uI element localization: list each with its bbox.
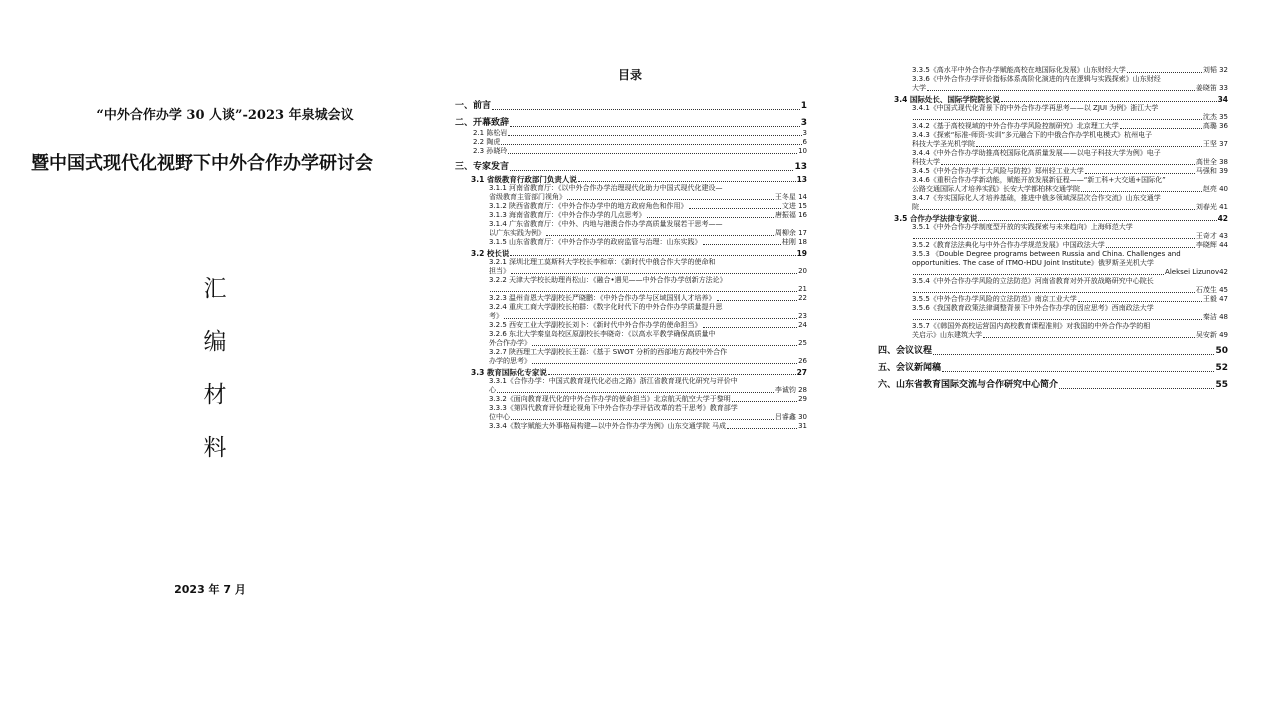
toc-page-number: 26 <box>798 357 807 365</box>
toc-dot-leader <box>1059 388 1214 389</box>
toc-page-number: 沈杰 35 <box>1202 113 1228 121</box>
toc-entry-title: 公路交通国际人才培养实践》长安大学都柏林交通学院 <box>912 185 1080 193</box>
toc-entry-title: 3.3.2《面向教育现代化的中外合作办学的使命担当》北京航天航空大学于黎明 <box>489 395 731 403</box>
toc-entry-title: 3.3.5《高水平中外合作办学赋能高校在地国际化发展》山东财经大学 <box>912 66 1126 74</box>
toc-dot-leader <box>1085 173 1195 174</box>
toc-entry[interactable] <box>878 84 1228 93</box>
toc-entry[interactable] <box>878 295 1228 304</box>
toc-dot-leader <box>497 392 774 393</box>
toc-dot-leader <box>689 208 781 209</box>
toc-entry-title: 位中心 <box>489 413 510 421</box>
toc-page-number: 13 <box>796 175 807 184</box>
toc-entry[interactable] <box>455 249 807 258</box>
toc-page-number: 27 <box>796 368 807 377</box>
toc-entry[interactable] <box>878 66 1228 75</box>
toc-entry[interactable] <box>878 232 1228 241</box>
toc-dot-leader <box>933 354 1214 355</box>
toc-entry-title: 办学的思考》 <box>489 357 531 365</box>
cover-vertical-char: 材 <box>203 382 227 408</box>
toc-dot-leader <box>511 419 774 420</box>
toc-entry[interactable] <box>455 220 807 229</box>
toc-page-number: Aleksei Lizunov42 <box>1165 268 1228 276</box>
toc-page-number: 赵亮 40 <box>1202 185 1228 193</box>
toc-entry-title: 2.2 陶虎 <box>473 138 501 146</box>
toc-entry-title: 3.1 省级教育行政部门负责人说 <box>471 175 577 184</box>
toc-entry[interactable] <box>878 313 1228 322</box>
toc-entry[interactable] <box>455 368 807 377</box>
toc-entry[interactable] <box>878 75 1228 84</box>
toc-entry[interactable] <box>455 422 807 431</box>
toc-entry-title: 三、专家发言 <box>455 162 510 172</box>
toc-entry-title: 3.3.6《中外合作办学评价指标体系高阶化演进的内在逻辑与实践探索》山东财经 <box>912 75 1161 83</box>
toc-entry[interactable] <box>878 268 1228 277</box>
toc-entry[interactable] <box>455 229 807 238</box>
toc-entry[interactable] <box>455 267 807 276</box>
toc-entry-title: 2.3 孙晓玲 <box>473 147 508 155</box>
toc-dot-leader <box>546 235 774 236</box>
toc-entry[interactable] <box>878 345 1228 357</box>
toc-entry-title: 以广东实践为例》 <box>489 229 545 237</box>
toc-dot-leader <box>703 244 781 245</box>
toc-dot-leader <box>510 126 800 127</box>
toc-page-number: 马强和 39 <box>1195 167 1228 175</box>
toc-dot-leader <box>920 209 1195 210</box>
toc-page-number: 吕睿鑫 30 <box>774 413 807 421</box>
toc-entry-title: 考》 <box>489 312 503 320</box>
toc-page-number: 19 <box>796 249 807 258</box>
toc-entry-title: 2.1 陈松岩 <box>473 129 508 137</box>
toc-page-number: 刘春光 41 <box>1195 203 1228 211</box>
toc-entry[interactable] <box>878 158 1228 167</box>
toc-entry-title: 3.2 校长说 <box>471 249 510 258</box>
toc-page-number: 刘韬 32 <box>1202 66 1228 74</box>
toc-entry-title: 3.1.3 海南省教育厅：《中外合作办学的几点思考》 <box>489 211 646 219</box>
toc-dot-leader <box>732 401 797 402</box>
toc-entry-title: 3.1.1 河南省教育厅：《以中外合作办学治理现代化助力中国式现代化建设— <box>489 184 723 192</box>
toc-page-number: 3 <box>800 118 807 128</box>
toc-page-number: 21 <box>798 285 807 293</box>
toc-page-number: 24 <box>798 321 807 329</box>
toc-entry[interactable] <box>455 258 807 267</box>
toc-dot-leader <box>1001 101 1217 102</box>
toc-page-number: 桂刚 18 <box>781 238 807 246</box>
toc-entry-title: 五、会议新闻稿 <box>878 363 942 373</box>
toc-entry-title: 一、前言 <box>455 101 492 111</box>
toc-dot-leader <box>490 291 797 292</box>
toc-entry-title: 3.4.5《中外合作办学十大风险与防控》郑州轻工业大学 <box>912 167 1084 175</box>
toc-page-number: 20 <box>798 267 807 275</box>
toc-page-number: 石茂生 45 <box>1195 286 1228 294</box>
toc-entry-title: 二、开幕致辞 <box>455 118 510 128</box>
toc-entry-title: 四、会议议程 <box>878 346 933 356</box>
toc-entry-title: 3.5.7《《韩国外高校运营国内高校教育课程准则》对我国的中外合作办学的相 <box>912 322 1151 330</box>
toc-entry-title: 3.5 合作办学法律专家说 <box>894 214 978 223</box>
toc-page-number: 高璐 36 <box>1202 122 1228 130</box>
toc-page-number: 13 <box>794 162 807 172</box>
toc-entry[interactable] <box>455 211 807 220</box>
toc-dot-leader <box>1127 72 1202 73</box>
toc-entry-title: 3.4.4《中外合作办学助推高校国际化高质量发展——以电子科技大学为例》电子 <box>912 149 1161 157</box>
toc-dot-leader <box>976 146 1202 147</box>
toc-entry-title: 3.4.1《中国式现代化背景下的中外合作办学再思考——以 ZJUI 为例》浙江大学 <box>912 104 1159 112</box>
toc-dot-leader <box>508 153 797 154</box>
toc-entry[interactable] <box>455 100 807 112</box>
toc-entry-title: 3.1.2 陕西省教育厅：《中外合作办学中的地方政府角色和作用》 <box>489 202 688 210</box>
toc-dot-leader <box>1106 247 1195 248</box>
toc-entry[interactable] <box>455 161 807 173</box>
toc-entry[interactable] <box>455 386 807 395</box>
toc-entry-title: 院 <box>912 203 919 211</box>
toc-dot-leader <box>941 164 1195 165</box>
toc-page-number: 姜晓笛 33 <box>1195 84 1228 92</box>
toc-entry[interactable] <box>878 176 1228 185</box>
toc-title: 目录 <box>617 68 642 82</box>
toc-entry[interactable] <box>455 377 807 386</box>
toc-dot-leader <box>942 371 1214 372</box>
toc-entry-title: 3.2.3 温州肯恩大学副校长严晓鹏：《中外合作办学与区域国别人才培养》 <box>489 294 716 302</box>
toc-entry[interactable] <box>878 241 1228 250</box>
toc-entry[interactable] <box>878 214 1228 223</box>
toc-entry[interactable] <box>878 286 1228 295</box>
toc-entry[interactable] <box>455 303 807 312</box>
toc-entry-title: opportunities. The case of ITMO-HDU Joint Institute》俄罗斯圣光机大学 <box>912 259 1154 267</box>
toc-page-number: 李晓辉 44 <box>1195 241 1228 249</box>
toc-entry[interactable] <box>455 184 807 193</box>
toc-dot-leader <box>1120 128 1202 129</box>
toc-right-column <box>878 66 1228 391</box>
toc-entry[interactable] <box>878 362 1228 374</box>
toc-entry-title: 3.3 教育国际化专家说 <box>471 368 547 377</box>
toc-dot-leader <box>913 274 1164 275</box>
toc-entry[interactable] <box>455 175 807 184</box>
toc-dot-leader <box>492 109 800 110</box>
toc-page-number: 23 <box>798 312 807 320</box>
toc-entry[interactable] <box>878 223 1228 232</box>
toc-dot-leader <box>703 327 798 328</box>
toc-entry-title: 六、山东省教育国际交流与合作研究中心简介 <box>878 380 1059 390</box>
toc-entry[interactable] <box>878 140 1228 149</box>
toc-dot-leader <box>927 90 1195 91</box>
toc-entry-title: 3.1.4 广东省教育厅：《中外、内地与港澳合作办学高质量发展若干思考—— <box>489 220 723 228</box>
toc-entry[interactable] <box>455 276 807 285</box>
toc-entry[interactable] <box>878 259 1228 268</box>
toc-entry-title: 3.2.1 深圳北理工莫斯科大学校长李和章：《新时代中俄合作大学的使命和 <box>489 258 716 266</box>
toc-dot-leader <box>578 181 796 182</box>
toc-dot-leader <box>508 135 801 136</box>
toc-page-number: 50 <box>1215 346 1228 356</box>
toc-entry[interactable] <box>455 117 807 129</box>
toc-entry[interactable] <box>878 322 1228 331</box>
toc-page-number: 秦洁 48 <box>1202 313 1228 321</box>
toc-page-number: 6 <box>802 138 807 146</box>
toc-page-number: 22 <box>798 294 807 302</box>
toc-entry[interactable] <box>455 238 807 247</box>
toc-entry-title: 3.4.2《基于高校视域的中外合作办学风险控制研究》北京理工大学 <box>912 122 1119 130</box>
toc-entry-title: 3.5.3 《Double Degree programs between Russia and China. Challenges and <box>912 250 1181 258</box>
toc-entry-title: 科技大学 <box>912 158 940 166</box>
toc-dot-leader <box>510 255 795 256</box>
toc-page-number: 25 <box>798 339 807 347</box>
toc-entry-title: 3.3.4《数字赋能大外事格局构建—以中外合作办学为例》山东交通学院 马成 <box>489 422 727 430</box>
cover-subtitle: “中外合作办学 30 人谈”-2023 年泉城会议 <box>96 108 354 123</box>
toc-entry[interactable] <box>455 413 807 422</box>
toc-entry[interactable] <box>455 312 807 321</box>
toc-entry[interactable] <box>455 357 807 366</box>
toc-entry-title: 外合作办学》 <box>489 339 531 347</box>
toc-entry-title: 省级教育主管部门视角》 <box>489 193 566 201</box>
toc-entry[interactable] <box>878 95 1228 104</box>
cover-vertical-char: 料 <box>203 435 227 461</box>
toc-dot-leader <box>532 363 797 364</box>
toc-entry[interactable] <box>878 250 1228 259</box>
toc-entry-title: 3.4.3《探索“标准-师资-实训”多元融合下的中俄合作办学机电模式》杭州电子 <box>912 131 1153 139</box>
toc-page-number: 王冬星 14 <box>774 193 807 201</box>
toc-dot-leader <box>978 220 1216 221</box>
toc-page-number: 李诚钧 28 <box>774 386 807 394</box>
toc-entry-title: 3.5.1《中外合作办学制度型开放的实践探索与未来趋向》上海师范大学 <box>912 223 1133 231</box>
toc-dot-leader <box>511 273 797 274</box>
toc-entry[interactable] <box>878 167 1228 176</box>
toc-entry[interactable] <box>455 395 807 404</box>
toc-page-number: 吴安新 49 <box>1195 331 1228 339</box>
toc-page-number: 高世全 38 <box>1195 158 1228 166</box>
toc-page-number: 42 <box>1217 214 1228 223</box>
toc-entry[interactable] <box>878 149 1228 158</box>
toc-entry[interactable] <box>455 339 807 348</box>
toc-dot-leader <box>532 345 797 346</box>
toc-entry[interactable] <box>878 185 1228 194</box>
toc-entry-title: 3.4 国际处长、国际学院院长说 <box>894 95 1000 104</box>
toc-dot-leader <box>567 199 774 200</box>
toc-entry[interactable] <box>878 304 1228 313</box>
toc-page-number: 唐振福 16 <box>774 211 807 219</box>
toc-page-number: 文进 15 <box>781 202 807 210</box>
toc-dot-leader <box>548 374 796 375</box>
toc-entry[interactable] <box>455 294 807 303</box>
toc-dot-leader <box>1078 301 1202 302</box>
toc-dot-leader <box>913 119 1202 120</box>
toc-entry[interactable] <box>878 122 1228 131</box>
toc-entry-title: 3.2.4 重庆工商大学副校长柏群：《数字化时代下的中外合作办学质量提升思 <box>489 303 723 311</box>
toc-page-number: 34 <box>1217 95 1228 104</box>
toc-entry-title: 大学 <box>912 84 926 92</box>
toc-entry-title: 3.4.7《夯实国际化人才培养基础，推进中俄多领域深层次合作交流》山东交通学 <box>912 194 1161 202</box>
toc-entry[interactable] <box>455 330 807 339</box>
toc-page-number: 52 <box>1215 363 1228 373</box>
cover-page <box>0 0 450 711</box>
toc-entry-title: 3.2.5 西安工业大学副校长刘卜：《新时代中外合作办学的使命担当》 <box>489 321 702 329</box>
toc-entry[interactable] <box>455 404 807 413</box>
toc-page-number: 周柳余 17 <box>774 229 807 237</box>
toc-page-number: 1 <box>800 101 807 111</box>
toc-entry-title: 3.3.3《第四代教育评价理论视角下中外合作办学评估改革的若干思考》教育部学 <box>489 404 738 412</box>
toc-page-number: 王坚 37 <box>1202 140 1228 148</box>
toc-entry-title: 3.4.6《重积合作办学新动能，赋能开放发展新征程——“新工科+大交通+国际化” <box>912 176 1166 184</box>
toc-entry-title: 3.1.5 山东省教育厅：《中外合作办学的政府监管与治理：山东实践》 <box>489 238 702 246</box>
cover-vertical-char: 汇 <box>203 276 227 302</box>
toc-page-number: 王奇才 43 <box>1195 232 1228 240</box>
toc-entry[interactable] <box>878 194 1228 203</box>
toc-page-number: 10 <box>798 147 807 155</box>
toc-entry[interactable] <box>878 277 1228 286</box>
toc-dot-leader <box>913 292 1195 293</box>
toc-entry[interactable] <box>455 193 807 202</box>
toc-entry-title: 3.2.2 天津大学校长助理肖松山：《融合•遇见——中外合作办学创新方法论》 <box>489 276 727 284</box>
toc-entry-title: 关启示》山东建筑大学 <box>912 331 982 339</box>
toc-entry[interactable] <box>455 285 807 294</box>
cover-date: 2023 年 7 月 <box>174 583 246 596</box>
toc-entry[interactable] <box>455 129 807 138</box>
toc-dot-leader <box>1081 191 1202 192</box>
toc-page-number: 29 <box>798 395 807 403</box>
toc-entry[interactable] <box>455 321 807 330</box>
toc-entry[interactable] <box>878 131 1228 140</box>
toc-left-column <box>455 95 807 431</box>
toc-entry[interactable] <box>878 203 1228 212</box>
toc-page-number: 31 <box>798 422 807 430</box>
toc-entry[interactable] <box>455 147 807 156</box>
cover-vertical-char: 编 <box>203 329 227 355</box>
toc-dot-leader <box>717 300 798 301</box>
toc-entry[interactable] <box>878 331 1228 340</box>
toc-entry-title: 心 <box>489 386 496 394</box>
toc-entry[interactable] <box>878 379 1228 391</box>
toc-dot-leader <box>913 319 1202 320</box>
toc-entry-title: 科技大学圣光机学院 <box>912 140 975 148</box>
toc-dot-leader <box>913 238 1195 239</box>
toc-page-number: 王毅 47 <box>1202 295 1228 303</box>
toc-dot-leader <box>504 318 797 319</box>
toc-entry[interactable] <box>455 138 807 147</box>
toc-dot-leader <box>510 170 793 171</box>
toc-entry-title: 3.2.7 陕西理工大学副校长王磊：《基于 SWOT 分析的西部地方高校中外合作 <box>489 348 728 356</box>
toc-entry-title: 3.5.4《中外合作办学风险的立法防范》河南省教育对外开放战略研究中心院长 <box>912 277 1154 285</box>
toc-entry-title: 3.5.5《中外合作办学风险的立法防范》南京工业大学 <box>912 295 1077 303</box>
toc-dot-leader <box>647 217 774 218</box>
toc-entry-title: 3.2.6 东北大学秦皇岛校区原副校长李晓奇：《以高水平教学确保高质量中 <box>489 330 716 338</box>
toc-page-number: 55 <box>1215 380 1228 390</box>
toc-entry-title: 担当》 <box>489 267 510 275</box>
toc-dot-leader <box>983 337 1195 338</box>
toc-entry-title: 3.5.2《教育法法典化与中外合作办学规范发展》中国政法大学 <box>912 241 1105 249</box>
toc-entry[interactable] <box>878 113 1228 122</box>
toc-entry[interactable] <box>878 104 1228 113</box>
toc-entry-title: 3.3.1《合作办学：中国式教育现代化必由之路》浙江省教育现代化研究与评价中 <box>489 377 738 385</box>
toc-entry[interactable] <box>455 348 807 357</box>
cover-title: 暨中国式现代化视野下中外合作办学研讨会 <box>31 153 373 174</box>
toc-page-number: 3 <box>802 129 807 137</box>
toc-entry-title: 3.5.6《我国教育政策法律调整背景下中外合作办学的因应思考》西南政法大学 <box>912 304 1154 312</box>
toc-entry[interactable] <box>455 202 807 211</box>
toc-dot-leader <box>501 144 801 145</box>
toc-dot-leader <box>727 428 797 429</box>
